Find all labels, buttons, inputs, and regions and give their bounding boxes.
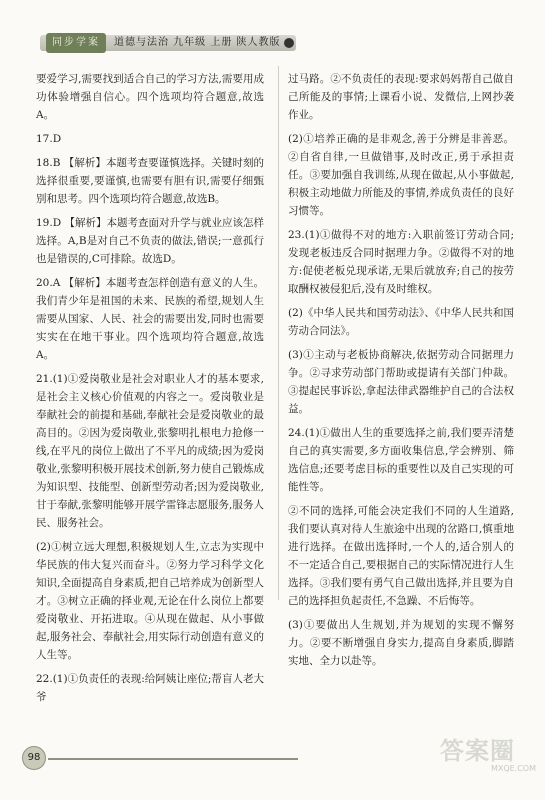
- column-divider: [278, 66, 279, 600]
- paragraph: (3)①主动与老板协商解决,依据劳动合同据理力争。②寻求劳动部门帮助或提请有关部门仲裁。③提起民事诉讼,拿起法律武器维护自己的合法权益。: [288, 349, 514, 415]
- paragraph: 21.(1)①爱岗敬业是社会对职业人才的基本要求,是社会主义核心价值观的内容之一。爱岗敬业是奉献社会的前提和基础,奉献社会是爱岗敬业的最高目的。②因为爱岗敬业,张黎明扎根电力抢修一线,在平凡的岗位上做出了不平凡的成绩;因为爱岗敬业,张黎明积极开展技术创新,努力使自己锻炼成为知识型、技能型、创新型劳动者;因为爱岗敬业,甘于奉献,张黎明能够开展学雷锋志愿服务,服务人民、服务社会。: [36, 373, 264, 529]
- left-column: [36, 70, 264, 712]
- right-column: [288, 70, 514, 676]
- bullet-icon: [284, 38, 294, 48]
- watermark-logo: [440, 738, 536, 778]
- watermark-url: MXQE.COM: [490, 764, 536, 773]
- paragraph: 23.(1)①做得不对的地方:入职前签订劳动合同;发现老板违反合同时据理力争。②做得不对的地方:促使老板兑现承诺,无果后就放弃;自己的按劳取酬权被侵犯后,没有及时维权。: [288, 229, 514, 295]
- footer-line: [48, 758, 298, 760]
- paragraph: 18.B 【解析】本题考查要谨慎选择。关键时刻的选择很重要,要谨慎,也需要有胆有识,需要仔细甄别和思考。四个选项均符合题意,故选B。: [36, 157, 264, 205]
- paragraph: (2)①树立远大理想,积极规划人生,立志为实现中华民族的伟大复兴而奋斗。②努力学习科学文化知识,全面提高自身素质,把自己培养成为创新型人才。③树立正确的择业观,无论在什么岗位上都要爱岗敬业、开拓进取。④从现在做起、从小事做起,服务社会、奉献社会,用实际行动创造有意义的人生等。: [36, 541, 264, 661]
- running-header: [40, 32, 296, 54]
- paragraph: (3)①要做出人生规划,并为规划的实现不懈努力。②要不断增强自身实力,提高自身素质,脚踏实地、全力以赴等。: [288, 619, 514, 667]
- paragraph: (2)①培养正确的是非观念,善于分辨是非善恶。②自省自律,一旦做错事,及时改正,勇于承担责任。③要加强自我训练,从现在做起,从小事做起,积极主动地做力所能及的事情,养成负责任的良好习惯等。: [288, 133, 514, 217]
- paragraph: 19.D 【解析】本题考查面对升学与就业应该怎样选择。A,B是对自己不负责的做法,错误;一意孤行也是错误的,C可排除。故选D。: [36, 217, 264, 265]
- paragraph: ②不同的选择,可能会决定我们不同的人生道路,我们要认真对待人生旅途中出现的岔路口,慎重地进行选择。在做出选择时,一个人的,适合别人的不一定适合自己,要根据自己的实际情况进行人生选择。③我们要有勇气自己做出选择,并且要为自己的选择担负起责任,不急躁、不后悔等。: [288, 505, 514, 607]
- paragraph: 17.D: [36, 133, 62, 145]
- paragraph: (2)《中华人民共和国劳动法》、《中华人民共和国劳动合同法》。: [288, 307, 514, 337]
- paragraph: 过马路。②不负责任的表现:要求妈妈帮自己做自己所能及的事情;上课看小说、发微信,上网抄袭作业。: [288, 73, 514, 121]
- paragraph: 22.(1)①负责任的表现:给阿姨让座位;帮盲人老大爷: [36, 673, 264, 703]
- page-number: 98: [22, 746, 46, 770]
- paragraph: 20.A 【解析】本题考查怎样创造有意义的人生。我们青少年是祖国的未来、民族的希望,规划人生需要从国家、人民、社会的需要出发,同时也需要实实在在地干事业。四个选项均符合题意,故选A。: [36, 277, 264, 361]
- paragraph: 要爱学习,需要找到适合自己的学习方法,需要用成功体验增强自信心。四个选项均符合题意,故选A。: [36, 73, 264, 121]
- series-badge: 同步学案: [46, 33, 106, 53]
- watermark-text: 答案圈: [440, 737, 515, 765]
- book-title: 道德与法治 九年级 上册 陕人教版: [114, 37, 281, 48]
- paragraph: 24.(1)①做出人生的重要选择之前,我们要弄清楚自己的真实需要,多方面收集信息,学会辨别、筛选信息;还要考虑目标的重要性以及自己实现的可能性等。: [288, 427, 514, 493]
